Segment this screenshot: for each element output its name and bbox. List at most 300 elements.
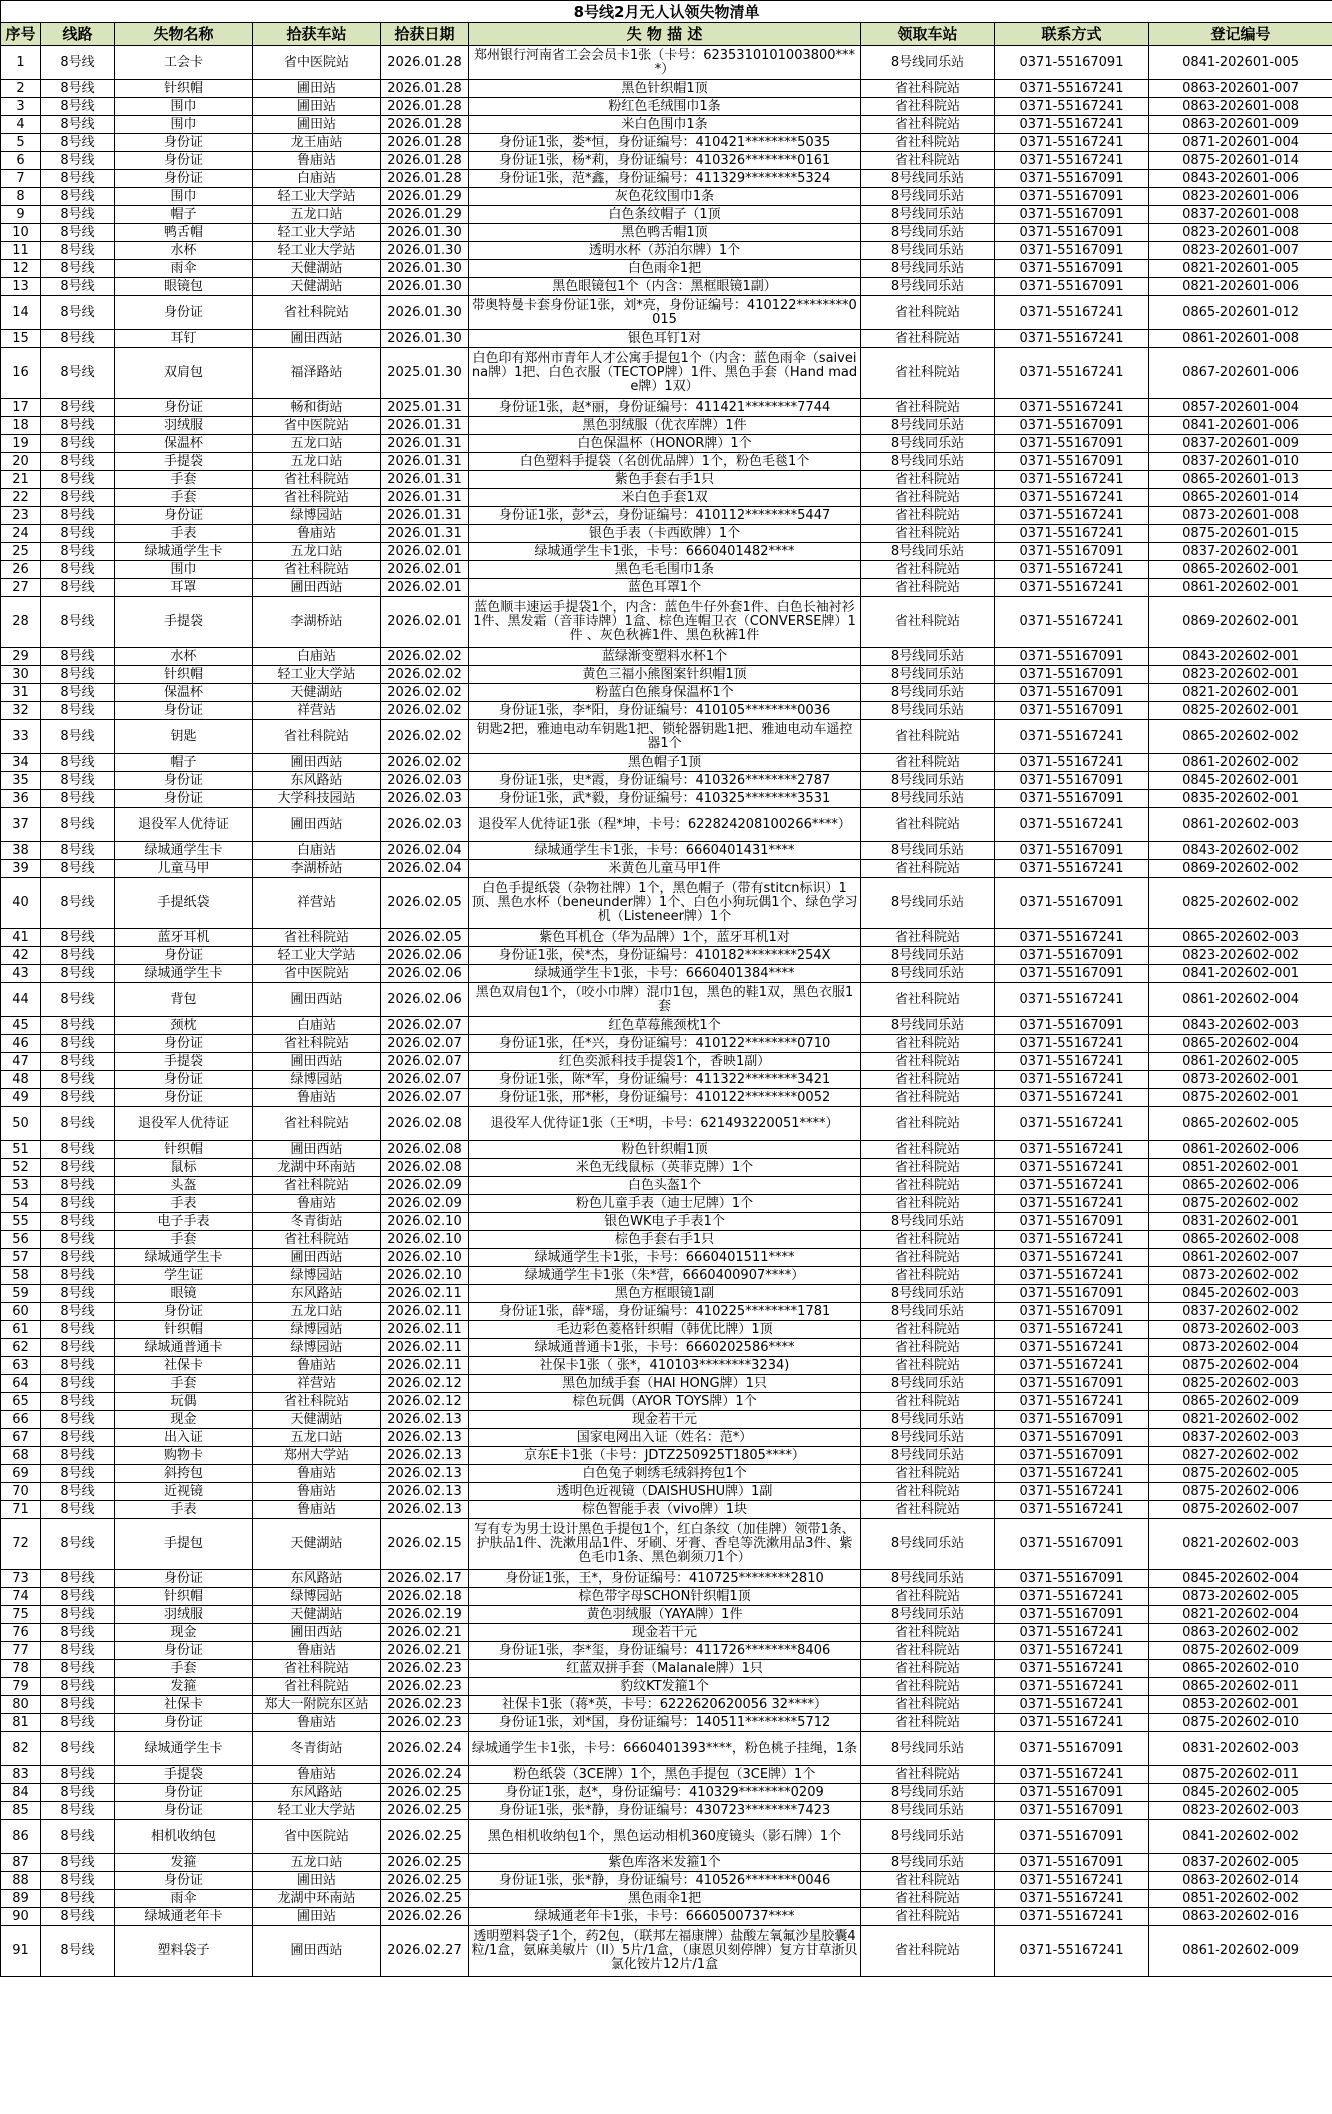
header-col-contact: 联系方式 bbox=[995, 23, 1149, 46]
found-station-cell: 圃田站 bbox=[253, 1908, 381, 1926]
contact-cell: 0371-55167241 bbox=[995, 507, 1149, 525]
table-row bbox=[1, 1606, 1332, 1624]
registration-cell: 0875-202602-004 bbox=[1149, 1357, 1332, 1375]
item-name-cell: 身份证 bbox=[115, 134, 253, 152]
description-cell: 粉色儿童手表（迪士尼牌）1个 bbox=[469, 1195, 861, 1213]
registration-cell: 0875-202602-006 bbox=[1149, 1483, 1332, 1501]
registration-cell: 0865-202602-002 bbox=[1149, 720, 1332, 754]
pickup-station-cell: 8号线同乐站 bbox=[861, 684, 995, 702]
line-cell: 8号线 bbox=[41, 1107, 115, 1141]
pickup-station-cell: 省社科院站 bbox=[861, 860, 995, 878]
line-cell: 8号线 bbox=[41, 929, 115, 947]
description-cell: 绿城通老年卡1张，卡号：6660500737**** bbox=[469, 1908, 861, 1926]
contact-cell: 0371-55167241 bbox=[995, 1678, 1149, 1696]
pickup-station-cell: 省社科院站 bbox=[861, 116, 995, 134]
row-number: 40 bbox=[1, 878, 41, 929]
found-date-cell: 2026.02.25 bbox=[381, 1784, 469, 1802]
row-number: 7 bbox=[1, 170, 41, 188]
sheet-title: 8号线2月无人认领失物清单 bbox=[1, 1, 1332, 23]
contact-cell: 0371-55167091 bbox=[995, 772, 1149, 790]
contact-cell: 0371-55167241 bbox=[995, 808, 1149, 842]
table-row bbox=[1, 860, 1332, 878]
registration-cell: 0865-202602-010 bbox=[1149, 1660, 1332, 1678]
found-date-cell: 2026.01.30 bbox=[381, 330, 469, 348]
found-date-cell: 2026.02.01 bbox=[381, 579, 469, 597]
header-col-reg-no: 登记编号 bbox=[1149, 23, 1332, 46]
row-number: 73 bbox=[1, 1570, 41, 1588]
description-cell: 身份证1张，任*兴，身份证编号：410122********0710 bbox=[469, 1035, 861, 1053]
table-row bbox=[1, 878, 1332, 929]
item-name-cell: 身份证 bbox=[115, 702, 253, 720]
found-station-cell: 鲁庙站 bbox=[253, 1357, 381, 1375]
contact-cell: 0371-55167091 bbox=[995, 1784, 1149, 1802]
found-station-cell: 五龙口站 bbox=[253, 1854, 381, 1872]
row-number: 64 bbox=[1, 1375, 41, 1393]
table-row bbox=[1, 702, 1332, 720]
table-row bbox=[1, 435, 1332, 453]
item-name-cell: 头盔 bbox=[115, 1177, 253, 1195]
description-cell: 银色WK电子手表1个 bbox=[469, 1213, 861, 1231]
row-number: 13 bbox=[1, 278, 41, 296]
registration-cell: 0823-202601-006 bbox=[1149, 188, 1332, 206]
item-name-cell: 帽子 bbox=[115, 206, 253, 224]
item-name-cell: 身份证 bbox=[115, 772, 253, 790]
pickup-station-cell: 8号线同乐站 bbox=[861, 1411, 995, 1429]
pickup-station-cell: 省社科院站 bbox=[861, 1339, 995, 1357]
table-row bbox=[1, 1107, 1332, 1141]
line-cell: 8号线 bbox=[41, 453, 115, 471]
found-date-cell: 2026.02.25 bbox=[381, 1890, 469, 1908]
found-date-cell: 2026.02.07 bbox=[381, 1053, 469, 1071]
registration-cell: 0861-202602-006 bbox=[1149, 1141, 1332, 1159]
item-name-cell: 学生证 bbox=[115, 1267, 253, 1285]
table-row bbox=[1, 947, 1332, 965]
description-cell: 白色兔子刺绣毛绒斜挎包1个 bbox=[469, 1465, 861, 1483]
table-row bbox=[1, 1339, 1332, 1357]
registration-cell: 0837-202602-001 bbox=[1149, 543, 1332, 561]
found-date-cell: 2026.02.23 bbox=[381, 1660, 469, 1678]
found-date-cell: 2026.02.03 bbox=[381, 790, 469, 808]
table-row bbox=[1, 965, 1332, 983]
row-number: 67 bbox=[1, 1429, 41, 1447]
table-row bbox=[1, 1784, 1332, 1802]
line-cell: 8号线 bbox=[41, 860, 115, 878]
contact-cell: 0371-55167241 bbox=[995, 471, 1149, 489]
row-number: 84 bbox=[1, 1784, 41, 1802]
table-row bbox=[1, 170, 1332, 188]
pickup-station-cell: 8号线同乐站 bbox=[861, 1429, 995, 1447]
line-cell: 8号线 bbox=[41, 134, 115, 152]
pickup-station-cell: 8号线同乐站 bbox=[861, 435, 995, 453]
found-station-cell: 鲁庙站 bbox=[253, 152, 381, 170]
pickup-station-cell: 8号线同乐站 bbox=[861, 1519, 995, 1570]
registration-cell: 0861-202602-003 bbox=[1149, 808, 1332, 842]
pickup-station-cell: 8号线同乐站 bbox=[861, 842, 995, 860]
pickup-station-cell: 8号线同乐站 bbox=[861, 702, 995, 720]
found-station-cell: 畅和街站 bbox=[253, 399, 381, 417]
description-cell: 身份证1张，薛*瑶，身份证编号：410225********1781 bbox=[469, 1303, 861, 1321]
item-name-cell: 鸭舌帽 bbox=[115, 224, 253, 242]
description-cell: 社保卡1张（ 张*，410103********3234) bbox=[469, 1357, 861, 1375]
item-name-cell: 绿城通学生卡 bbox=[115, 1732, 253, 1766]
pickup-station-cell: 8号线同乐站 bbox=[861, 790, 995, 808]
pickup-station-cell: 省社科院站 bbox=[861, 808, 995, 842]
item-name-cell: 围巾 bbox=[115, 98, 253, 116]
contact-cell: 0371-55167241 bbox=[995, 1624, 1149, 1642]
line-cell: 8号线 bbox=[41, 947, 115, 965]
item-name-cell: 身份证 bbox=[115, 1089, 253, 1107]
registration-cell: 0825-202602-001 bbox=[1149, 702, 1332, 720]
table-row bbox=[1, 206, 1332, 224]
found-date-cell: 2026.02.17 bbox=[381, 1570, 469, 1588]
table-row bbox=[1, 754, 1332, 772]
item-name-cell: 发箍 bbox=[115, 1854, 253, 1872]
line-cell: 8号线 bbox=[41, 597, 115, 648]
row-number: 53 bbox=[1, 1177, 41, 1195]
found-station-cell: 圃田西站 bbox=[253, 1053, 381, 1071]
row-number: 55 bbox=[1, 1213, 41, 1231]
table-row bbox=[1, 1089, 1332, 1107]
found-station-cell: 省中医院站 bbox=[253, 417, 381, 435]
line-cell: 8号线 bbox=[41, 1089, 115, 1107]
table-row bbox=[1, 1501, 1332, 1519]
registration-cell: 0823-202601-008 bbox=[1149, 224, 1332, 242]
row-number: 62 bbox=[1, 1339, 41, 1357]
line-cell: 8号线 bbox=[41, 878, 115, 929]
row-number: 1 bbox=[1, 46, 41, 80]
found-date-cell: 2026.02.10 bbox=[381, 1231, 469, 1249]
contact-cell: 0371-55167241 bbox=[995, 929, 1149, 947]
item-name-cell: 身份证 bbox=[115, 152, 253, 170]
found-date-cell: 2026.02.12 bbox=[381, 1375, 469, 1393]
pickup-station-cell: 8号线同乐站 bbox=[861, 188, 995, 206]
contact-cell: 0371-55167091 bbox=[995, 1732, 1149, 1766]
found-date-cell: 2026.01.31 bbox=[381, 435, 469, 453]
row-number: 32 bbox=[1, 702, 41, 720]
found-date-cell: 2026.01.28 bbox=[381, 152, 469, 170]
row-number: 56 bbox=[1, 1231, 41, 1249]
description-cell: 写有专为男士设计黑色手提包1个，红白条纹（加佳牌）领带1条、护肤品1件、洗漱用品1件、牙刷、牙膏、香皂等洗漱用品3件、紫色毛巾1条、黑色剃须刀1个） bbox=[469, 1519, 861, 1570]
line-cell: 8号线 bbox=[41, 684, 115, 702]
table-row bbox=[1, 80, 1332, 98]
description-cell: 带奥特曼卡套身份证1张，刘*亮，身份证编号：410122********0015 bbox=[469, 296, 861, 330]
found-date-cell: 2026.02.11 bbox=[381, 1303, 469, 1321]
pickup-station-cell: 省社科院站 bbox=[861, 1624, 995, 1642]
registration-cell: 0871-202601-004 bbox=[1149, 134, 1332, 152]
found-date-cell: 2026.02.02 bbox=[381, 648, 469, 666]
contact-cell: 0371-55167241 bbox=[995, 525, 1149, 543]
table-row bbox=[1, 1696, 1332, 1714]
table-row bbox=[1, 1678, 1332, 1696]
table-row bbox=[1, 152, 1332, 170]
contact-cell: 0371-55167241 bbox=[995, 1231, 1149, 1249]
registration-cell: 0821-202602-002 bbox=[1149, 1411, 1332, 1429]
found-date-cell: 2026.02.19 bbox=[381, 1606, 469, 1624]
registration-cell: 0823-202602-001 bbox=[1149, 666, 1332, 684]
registration-cell: 0861-202602-002 bbox=[1149, 754, 1332, 772]
pickup-station-cell: 8号线同乐站 bbox=[861, 1784, 995, 1802]
registration-cell: 0863-202602-016 bbox=[1149, 1908, 1332, 1926]
item-name-cell: 鼠标 bbox=[115, 1159, 253, 1177]
item-name-cell: 手提袋 bbox=[115, 453, 253, 471]
contact-cell: 0371-55167241 bbox=[995, 597, 1149, 648]
line-cell: 8号线 bbox=[41, 152, 115, 170]
description-cell: 绿城通学生卡1张，卡号：6660401384**** bbox=[469, 965, 861, 983]
found-station-cell: 五龙口站 bbox=[253, 435, 381, 453]
description-cell: 身份证1张，王*，身份证编号：410725********2810 bbox=[469, 1570, 861, 1588]
found-date-cell: 2026.02.02 bbox=[381, 684, 469, 702]
registration-cell: 0827-202602-002 bbox=[1149, 1447, 1332, 1465]
row-number: 23 bbox=[1, 507, 41, 525]
registration-cell: 0863-202601-008 bbox=[1149, 98, 1332, 116]
found-station-cell: 东风路站 bbox=[253, 1285, 381, 1303]
row-number: 46 bbox=[1, 1035, 41, 1053]
found-date-cell: 2026.02.18 bbox=[381, 1588, 469, 1606]
description-cell: 身份证1张，李*阳，身份证编号：410105********0036 bbox=[469, 702, 861, 720]
description-cell: 米色无线鼠标（英菲克牌）1个 bbox=[469, 1159, 861, 1177]
item-name-cell: 身份证 bbox=[115, 296, 253, 330]
row-number: 58 bbox=[1, 1267, 41, 1285]
line-cell: 8号线 bbox=[41, 772, 115, 790]
line-cell: 8号线 bbox=[41, 206, 115, 224]
found-station-cell: 鲁庙站 bbox=[253, 1195, 381, 1213]
contact-cell: 0371-55167241 bbox=[995, 1890, 1149, 1908]
item-name-cell: 针织帽 bbox=[115, 666, 253, 684]
found-date-cell: 2025.01.31 bbox=[381, 399, 469, 417]
row-number: 43 bbox=[1, 965, 41, 983]
pickup-station-cell: 省社科院站 bbox=[861, 330, 995, 348]
row-number: 79 bbox=[1, 1678, 41, 1696]
contact-cell: 0371-55167091 bbox=[995, 224, 1149, 242]
registration-cell: 0825-202602-002 bbox=[1149, 878, 1332, 929]
table-row bbox=[1, 1213, 1332, 1231]
row-number: 89 bbox=[1, 1890, 41, 1908]
found-date-cell: 2026.01.30 bbox=[381, 224, 469, 242]
description-cell: 身份证1张，侯*杰，身份证编号：410182********254X bbox=[469, 947, 861, 965]
found-station-cell: 轻工业大学站 bbox=[253, 224, 381, 242]
contact-cell: 0371-55167091 bbox=[995, 965, 1149, 983]
item-name-cell: 身份证 bbox=[115, 1872, 253, 1890]
contact-cell: 0371-55167241 bbox=[995, 98, 1149, 116]
description-cell: 银色手表（卡西欧牌）1个 bbox=[469, 525, 861, 543]
table-row bbox=[1, 1854, 1332, 1872]
description-cell: 米黄色儿童马甲1件 bbox=[469, 860, 861, 878]
description-cell: 棕色手套右手1只 bbox=[469, 1231, 861, 1249]
row-number: 57 bbox=[1, 1249, 41, 1267]
pickup-station-cell: 8号线同乐站 bbox=[861, 543, 995, 561]
line-cell: 8号线 bbox=[41, 1141, 115, 1159]
description-cell: 紫色耳机仓（华为品牌）1个，蓝牙耳机1对 bbox=[469, 929, 861, 947]
found-station-cell: 龙王庙站 bbox=[253, 134, 381, 152]
row-number: 33 bbox=[1, 720, 41, 754]
description-cell: 郑州银行河南省工会会员卡1张（卡号：6235310101003800****） bbox=[469, 46, 861, 80]
item-name-cell: 玩偶 bbox=[115, 1393, 253, 1411]
found-date-cell: 2026.02.02 bbox=[381, 666, 469, 684]
pickup-station-cell: 省社科院站 bbox=[861, 507, 995, 525]
table-row bbox=[1, 399, 1332, 417]
table-row bbox=[1, 1802, 1332, 1820]
row-number: 59 bbox=[1, 1285, 41, 1303]
line-cell: 8号线 bbox=[41, 1606, 115, 1624]
registration-cell: 0821-202601-005 bbox=[1149, 260, 1332, 278]
line-cell: 8号线 bbox=[41, 702, 115, 720]
found-station-cell: 祥营站 bbox=[253, 878, 381, 929]
contact-cell: 0371-55167091 bbox=[995, 417, 1149, 435]
pickup-station-cell: 8号线同乐站 bbox=[861, 1820, 995, 1854]
row-number: 8 bbox=[1, 188, 41, 206]
registration-cell: 0875-202602-002 bbox=[1149, 1195, 1332, 1213]
found-station-cell: 龙湖中环南站 bbox=[253, 1890, 381, 1908]
description-cell: 棕色带字母SCHON针织帽1顶 bbox=[469, 1588, 861, 1606]
registration-cell: 0841-202602-001 bbox=[1149, 965, 1332, 983]
table-row bbox=[1, 278, 1332, 296]
line-cell: 8号线 bbox=[41, 1854, 115, 1872]
line-cell: 8号线 bbox=[41, 983, 115, 1017]
line-cell: 8号线 bbox=[41, 260, 115, 278]
found-station-cell: 轻工业大学站 bbox=[253, 1802, 381, 1820]
item-name-cell: 手套 bbox=[115, 1375, 253, 1393]
description-cell: 身份证1张，张*静，身份证编号：410526********0046 bbox=[469, 1872, 861, 1890]
found-date-cell: 2026.01.28 bbox=[381, 46, 469, 80]
found-station-cell: 圃田站 bbox=[253, 80, 381, 98]
row-number: 70 bbox=[1, 1483, 41, 1501]
row-number: 11 bbox=[1, 242, 41, 260]
registration-cell: 0845-202602-005 bbox=[1149, 1784, 1332, 1802]
found-station-cell: 天健湖站 bbox=[253, 278, 381, 296]
row-number: 15 bbox=[1, 330, 41, 348]
description-cell: 身份证1张，邢*彬，身份证编号：410122********0052 bbox=[469, 1089, 861, 1107]
found-station-cell: 省社科院站 bbox=[253, 471, 381, 489]
contact-cell: 0371-55167091 bbox=[995, 684, 1149, 702]
found-date-cell: 2026.02.04 bbox=[381, 860, 469, 878]
found-station-cell: 李湖桥站 bbox=[253, 597, 381, 648]
table-row bbox=[1, 507, 1332, 525]
item-name-cell: 绿城通学生卡 bbox=[115, 1249, 253, 1267]
found-station-cell: 绿博园站 bbox=[253, 1588, 381, 1606]
found-station-cell: 五龙口站 bbox=[253, 543, 381, 561]
contact-cell: 0371-55167241 bbox=[995, 1872, 1149, 1890]
row-number: 10 bbox=[1, 224, 41, 242]
found-date-cell: 2026.02.05 bbox=[381, 878, 469, 929]
line-cell: 8号线 bbox=[41, 1696, 115, 1714]
line-cell: 8号线 bbox=[41, 1660, 115, 1678]
found-station-cell: 冬青街站 bbox=[253, 1213, 381, 1231]
item-name-cell: 身份证 bbox=[115, 399, 253, 417]
description-cell: 紫色手套右手1只 bbox=[469, 471, 861, 489]
pickup-station-cell: 省社科院站 bbox=[861, 1071, 995, 1089]
pickup-station-cell: 省社科院站 bbox=[861, 471, 995, 489]
registration-cell: 0873-202602-004 bbox=[1149, 1339, 1332, 1357]
description-cell: 钥匙2把，雅迪电动车钥匙1把、锁轮器钥匙1把、雅迪电动车遥控器1个 bbox=[469, 720, 861, 754]
contact-cell: 0371-55167091 bbox=[995, 46, 1149, 80]
found-station-cell: 白庙站 bbox=[253, 648, 381, 666]
description-cell: 黑色鸭舌帽1顶 bbox=[469, 224, 861, 242]
table-row bbox=[1, 348, 1332, 399]
description-cell: 红色奕派科技手提袋1个，香映1副） bbox=[469, 1053, 861, 1071]
description-cell: 黑色加绒手套（HAI HONG牌）1只 bbox=[469, 1375, 861, 1393]
pickup-station-cell: 省社科院站 bbox=[861, 1089, 995, 1107]
item-name-cell: 现金 bbox=[115, 1411, 253, 1429]
row-number: 16 bbox=[1, 348, 41, 399]
registration-cell: 0861-202601-008 bbox=[1149, 330, 1332, 348]
found-station-cell: 省社科院站 bbox=[253, 1035, 381, 1053]
description-cell: 黑色相机收纳包1个，黑色运动相机360度镜头（影石牌）1个 bbox=[469, 1820, 861, 1854]
line-cell: 8号线 bbox=[41, 116, 115, 134]
contact-cell: 0371-55167241 bbox=[995, 1107, 1149, 1141]
found-date-cell: 2026.02.23 bbox=[381, 1696, 469, 1714]
item-name-cell: 雨伞 bbox=[115, 1890, 253, 1908]
header-col-found-station: 拾获车站 bbox=[253, 23, 381, 46]
found-date-cell: 2026.02.06 bbox=[381, 947, 469, 965]
registration-cell: 0865-202602-009 bbox=[1149, 1393, 1332, 1411]
item-name-cell: 围巾 bbox=[115, 561, 253, 579]
description-cell: 透明水杯（苏泊尔牌）1个 bbox=[469, 242, 861, 260]
found-station-cell: 郑大一附院东区站 bbox=[253, 1696, 381, 1714]
registration-cell: 0875-202602-010 bbox=[1149, 1714, 1332, 1732]
item-name-cell: 身份证 bbox=[115, 947, 253, 965]
description-cell: 身份证1张，李*玺，身份证编号：411726********8406 bbox=[469, 1642, 861, 1660]
pickup-station-cell: 8号线同乐站 bbox=[861, 170, 995, 188]
contact-cell: 0371-55167241 bbox=[995, 1177, 1149, 1195]
item-name-cell: 保温杯 bbox=[115, 684, 253, 702]
table-row bbox=[1, 1624, 1332, 1642]
line-cell: 8号线 bbox=[41, 80, 115, 98]
contact-cell: 0371-55167091 bbox=[995, 842, 1149, 860]
table-row bbox=[1, 561, 1332, 579]
contact-cell: 0371-55167241 bbox=[995, 399, 1149, 417]
line-cell: 8号线 bbox=[41, 1588, 115, 1606]
registration-cell: 0875-202602-001 bbox=[1149, 1089, 1332, 1107]
item-name-cell: 身份证 bbox=[115, 1303, 253, 1321]
registration-cell: 0841-202601-005 bbox=[1149, 46, 1332, 80]
pickup-station-cell: 省社科院站 bbox=[861, 1714, 995, 1732]
pickup-station-cell: 8号线同乐站 bbox=[861, 1213, 995, 1231]
table-row bbox=[1, 330, 1332, 348]
table-row bbox=[1, 116, 1332, 134]
registration-cell: 0865-202602-003 bbox=[1149, 929, 1332, 947]
description-cell: 红色草莓熊颈枕1个 bbox=[469, 1017, 861, 1035]
pickup-station-cell: 省社科院站 bbox=[861, 1141, 995, 1159]
line-cell: 8号线 bbox=[41, 1321, 115, 1339]
contact-cell: 0371-55167241 bbox=[995, 152, 1149, 170]
found-date-cell: 2026.01.31 bbox=[381, 417, 469, 435]
row-number: 82 bbox=[1, 1732, 41, 1766]
table-row bbox=[1, 525, 1332, 543]
pickup-station-cell: 8号线同乐站 bbox=[861, 1447, 995, 1465]
registration-cell: 0837-202602-005 bbox=[1149, 1854, 1332, 1872]
item-name-cell: 身份证 bbox=[115, 1784, 253, 1802]
found-station-cell: 圃田西站 bbox=[253, 1926, 381, 1977]
line-cell: 8号线 bbox=[41, 348, 115, 399]
pickup-station-cell: 省社科院站 bbox=[861, 1035, 995, 1053]
line-cell: 8号线 bbox=[41, 1447, 115, 1465]
registration-cell: 0843-202602-002 bbox=[1149, 842, 1332, 860]
item-name-cell: 绿城通普通卡 bbox=[115, 1339, 253, 1357]
row-number: 26 bbox=[1, 561, 41, 579]
pickup-station-cell: 省社科院站 bbox=[861, 1465, 995, 1483]
registration-cell: 0875-202601-015 bbox=[1149, 525, 1332, 543]
registration-cell: 0843-202601-006 bbox=[1149, 170, 1332, 188]
row-number: 75 bbox=[1, 1606, 41, 1624]
item-name-cell: 手提包 bbox=[115, 1519, 253, 1570]
table-row bbox=[1, 1393, 1332, 1411]
row-number: 78 bbox=[1, 1660, 41, 1678]
header-col-no: 序号 bbox=[1, 23, 41, 46]
found-date-cell: 2026.02.23 bbox=[381, 1714, 469, 1732]
registration-cell: 0863-202601-007 bbox=[1149, 80, 1332, 98]
description-cell: 棕色玩偶（AYOR TOYS牌）1个 bbox=[469, 1393, 861, 1411]
row-number: 12 bbox=[1, 260, 41, 278]
